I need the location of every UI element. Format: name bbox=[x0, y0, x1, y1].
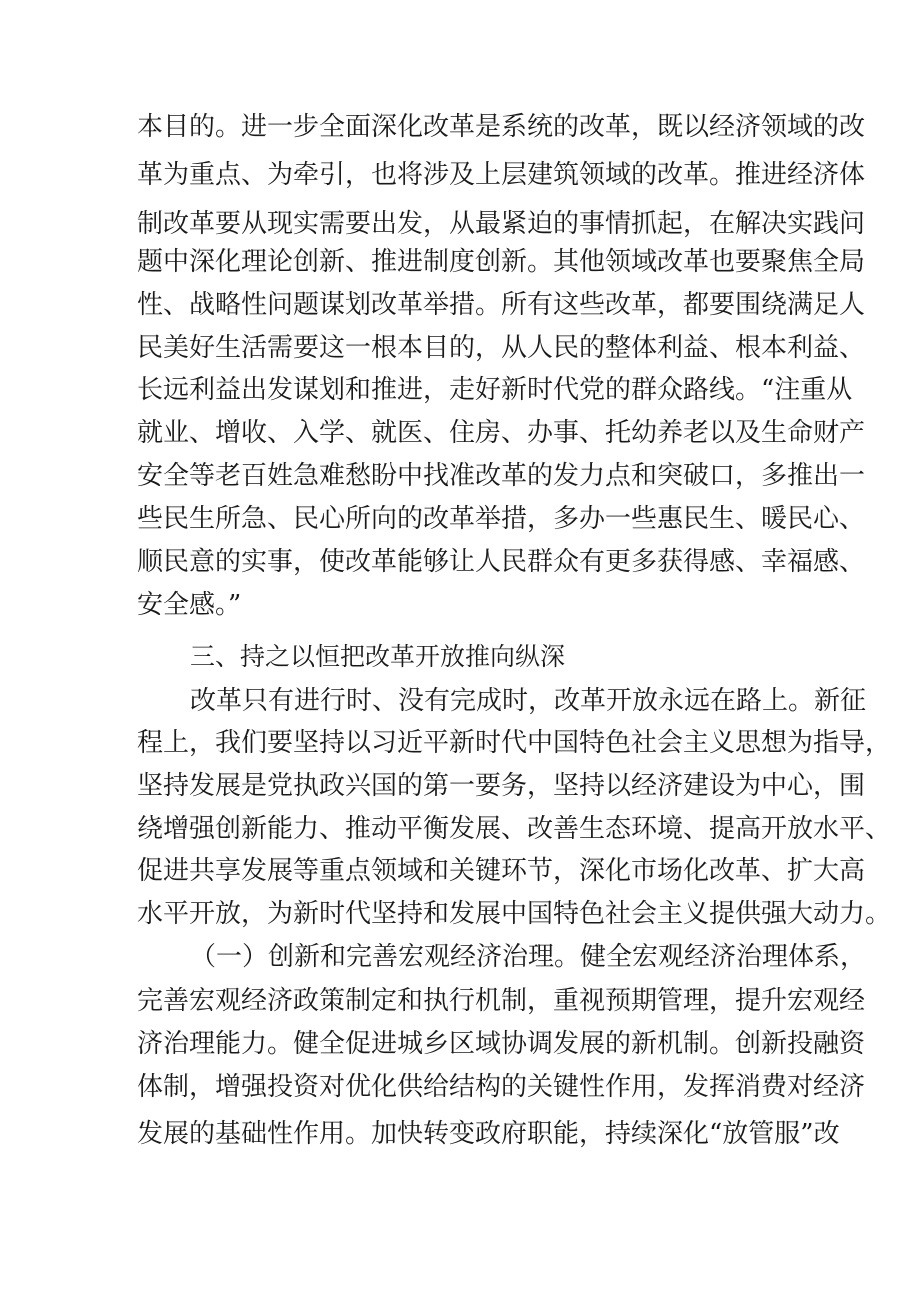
paragraph-1-line-11: 顺民意的实事，使改革能够让人民群众有更多获得感、幸福感、 bbox=[137, 547, 866, 577]
paragraph-2-line-4: 绕增强创新能力、推动平衡发展、改善生态环境、提高开放水平、 bbox=[137, 814, 892, 844]
paragraph-1-line-8: 就业、增收、入学、就医、住房、办事、托幼养老以及生命财产 bbox=[137, 418, 866, 448]
paragraph-1-line-4: 题中深化理论创新、推进制度创新。其他领域改革也要聚焦全局 bbox=[137, 247, 866, 277]
paragraph-2-line-2: 程上，我们要坚持以习近平新时代中国特色社会主义思想为指导， bbox=[137, 728, 892, 758]
paragraph-1-line-10: 些民生所急、民心所向的改革举措，多办一些惠民生、暖民心、 bbox=[137, 504, 866, 534]
paragraph-3-line-4: 体制，增强投资对优化供给结构的关键性作用，发挥消费对经济 bbox=[137, 1072, 866, 1102]
paragraph-1-line-9: 安全等老百姓急难愁盼中找准改革的发力点和突破口，多推出一 bbox=[137, 461, 866, 491]
paragraph-3-line-5: 发展的基础性作用。加快转变政府职能，持续深化“放管服”改 bbox=[137, 1119, 840, 1149]
paragraph-1-line-2: 革为重点、为牵引，也将涉及上层建筑领域的改革。推进经济体 bbox=[137, 160, 866, 190]
paragraph-2-line-6: 水平开放，为新时代坚持和发展中国特色社会主义提供强大动力。 bbox=[137, 899, 892, 929]
paragraph-1-line-6: 民美好生活需要这一根本目的，从人民的整体利益、根本利益、 bbox=[137, 333, 866, 363]
paragraph-2-line-1: 改革只有进行时、没有完成时，改革开放永远在路上。新征 bbox=[190, 686, 867, 716]
section-heading: 三、持之以恒把改革开放推向纵深 bbox=[190, 642, 566, 671]
paragraph-3-line-1: （一）创新和完善宏观经济治理。健全宏观经济治理体系， bbox=[190, 942, 867, 972]
paragraph-1-line-1: 本目的。进一步全面深化改革是系统的改革，既以经济领域的改 bbox=[137, 112, 866, 142]
paragraph-2-line-5: 促进共享发展等重点领域和关键环节，深化市场化改革、扩大高 bbox=[137, 856, 866, 886]
paragraph-1-line-3: 制改革要从现实需要出发，从最紧迫的事情抓起，在解决实践问 bbox=[137, 209, 866, 239]
paragraph-1-line-7: 长远利益出发谋划和推进，走好新时代党的群众路线。“注重从 bbox=[137, 375, 853, 405]
paragraph-3-line-3: 济治理能力。健全促进城乡区域协调发展的新机制。创新投融资 bbox=[137, 1029, 866, 1059]
paragraph-2-line-3: 坚持发展是党执政兴国的第一要务，坚持以经济建设为中心，围 bbox=[137, 771, 866, 801]
paragraph-1-line-5: 性、战略性问题谋划改革举措。所有这些改革，都要围绕满足人 bbox=[137, 290, 866, 320]
paragraph-3-line-2: 完善宏观经济政策制定和执行机制，重视预期管理，提升宏观经 bbox=[137, 986, 866, 1016]
paragraph-1-line-12: 安全感。” bbox=[137, 590, 242, 620]
